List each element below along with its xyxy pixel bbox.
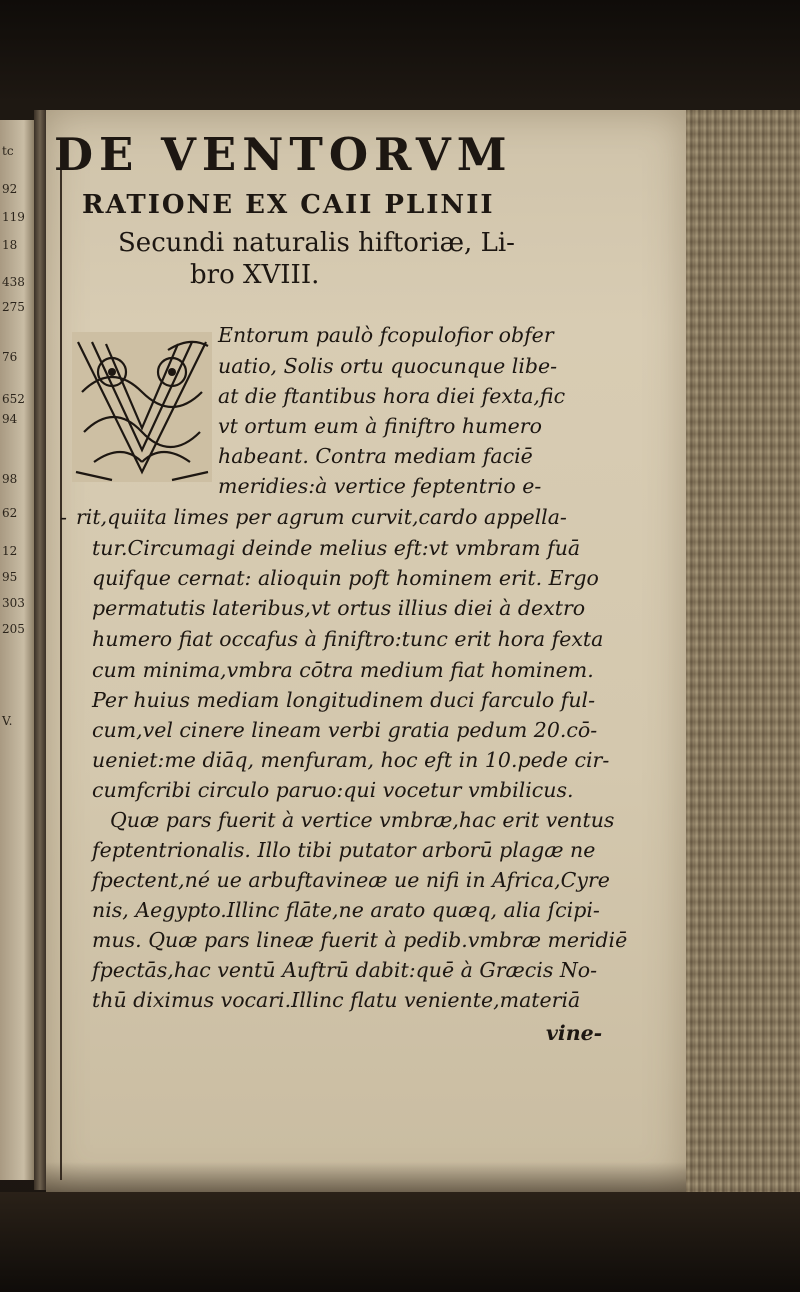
text-line: habeant. Contra mediam faciē	[218, 444, 533, 468]
side-mark: -	[60, 505, 67, 529]
margin-number: 95	[2, 570, 18, 584]
margin-number: 652	[2, 392, 25, 406]
margin-number: 119	[2, 210, 25, 224]
text-line: vt ortum eum à finiftro humero	[218, 414, 542, 438]
margin-number: 98	[2, 472, 18, 486]
margin-number: 303	[2, 596, 25, 610]
margin-number: 275	[2, 300, 25, 314]
text-line: feptentrionalis. Illo tibi putator arborū plagæ ne	[92, 838, 596, 862]
text-line: meridies:à vertice feptentrio e-	[218, 474, 542, 498]
text-line: quifque cernat: alioquin poft hominem erit. Ergo	[92, 566, 599, 590]
text-line: mus. Quæ pars lineæ fuerit à pedib.vmbræ meridiē	[92, 928, 628, 952]
text-line: at die ftantibus hora diei fexta,fic	[218, 384, 566, 408]
text-line: tur.Circumagi deinde melius eft:vt vmbram fuā	[92, 536, 581, 560]
text-line: cum,vel cinere lineam verbi gratia pedum 20.cō-	[92, 718, 598, 742]
heading-line-3: Secundi naturalis hiftoriæ, Li-	[118, 228, 515, 258]
text-line: fpectās,hac ventū Auftrū dabit:quē à Græcis No-	[92, 958, 598, 982]
margin-number: 18	[2, 238, 18, 252]
heading-line-4: bro XVIII.	[190, 260, 320, 290]
text-line: Per huius mediam longitudinem duci farculo ful-	[92, 688, 596, 712]
book-gutter	[34, 110, 46, 1190]
text-line: Quæ pars fuerit à vertice vmbræ,hac erit ventus	[110, 808, 615, 832]
text-line: uatio, Solis ortu quocunque libe-	[218, 354, 558, 378]
margin-number: 94	[2, 412, 18, 426]
margin-number: 12	[2, 544, 18, 558]
margin-number: 92	[2, 182, 18, 196]
text-line: cumfcribi circulo paruo:qui vocetur vmbilicus.	[92, 778, 574, 802]
margin-number: 205	[2, 622, 25, 636]
bottom-shadow	[0, 1192, 800, 1292]
heading-line-1: DE VENTORVM	[54, 128, 513, 181]
margin-number: V.	[2, 714, 13, 728]
catchword: vine-	[546, 1021, 603, 1045]
text-line: fpectent,né ue arbuftavineæ ue nifi in Africa,Cyre	[92, 868, 610, 892]
page-rule-line	[60, 140, 62, 1180]
text-line: humero fiat occafus à finiftro:tunc erit hora fexta	[92, 627, 604, 651]
text-line: ueniet:me diāq, menfuram, hoc eft in 10.pede cir-	[92, 748, 610, 772]
adjacent-page-margin	[0, 120, 34, 1180]
margin-number: tc	[2, 144, 14, 158]
margin-number: 438	[2, 275, 25, 289]
heading-line-2: RATIONE EX CAII PLINII	[82, 190, 495, 220]
margin-number: 76	[2, 350, 18, 364]
text-line: Entorum paulò fcopulofior obfer	[218, 323, 554, 347]
decorated-initial-v-icon	[72, 332, 212, 482]
text-line: permatutis lateribus,vt ortus illius diei à dextro	[92, 596, 586, 620]
page-edge-stack	[686, 110, 800, 1192]
text-line: nis, Aegypto.Illinc flāte,ne arato quæq, alia ſcipi-	[92, 898, 600, 922]
text-line: rit,quiita limes per agrum curvit,cardo appella-	[76, 505, 567, 529]
text-line: thū diximus vocari.Illinc flatu veniente,materiā	[92, 988, 581, 1012]
text-line: cum minima,vmbra cōtra medium fiat hominem.	[92, 658, 594, 682]
page-shadow	[46, 1162, 686, 1192]
margin-number: 62	[2, 506, 18, 520]
